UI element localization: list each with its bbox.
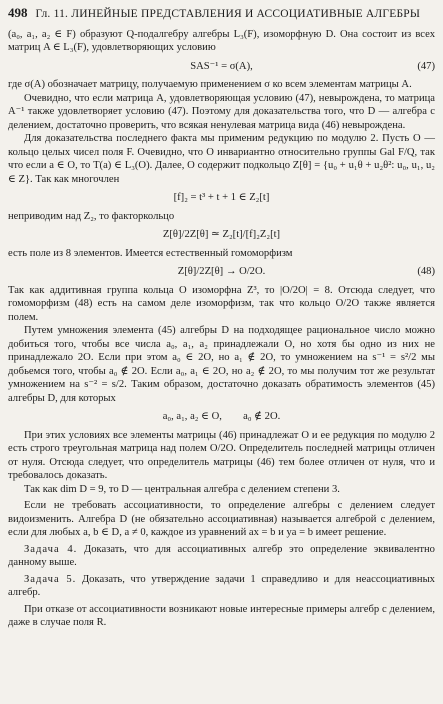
task-5-text: Доказать, что утверждение задачи 1 справедливо и для неассоциативных алгебр.	[8, 573, 435, 598]
equation-47-body: SAS⁻¹ = σ(A),	[190, 60, 253, 72]
equation-48	[8, 265, 435, 279]
equation-quotient	[8, 228, 435, 242]
paragraph-1: (a₀, a₁, a₂ ∈ F) образуют Q-подалгебру алгебры L₃(F), изоморфную D. Она состоит из всех матриц A ∈ L₃(F), удовлетворяющих условию	[8, 28, 435, 53]
equation-conditions	[8, 410, 435, 424]
paragraph-5: неприводим над Z₂, то факторкольцо	[8, 210, 175, 222]
equation-47-number: (47)	[417, 60, 435, 72]
running-head: Гл. 11. ЛИНЕЙНЫЕ ПРЕДСТАВЛЕНИЯ И АССОЦИАТИВНЫЕ АЛГЕБРЫ	[35, 8, 421, 20]
paragraph-8: Путем умножения элемента (45) алгебры D на подходящее рациональное число можно добиться того, чтобы все числа a₀, a₁, a₂ принадлежали O, но хотя бы одно из них не принадлежало 2O. Если при этом a₀ ∈ 2O, но a₁ ∉ 2O, то умножением на s⁻¹ = s²/2 мы добьемся того, чтобы a₀ ∉ 2O. Если a₀, a₁ ∈ 2O, но a₂ ∉ 2O, то мы получим тот же результат умножением на s⁻² = s/2. Таким образом, достаточно доказать обратимость элементов (45) алгебры D, для которых	[8, 325, 435, 404]
equation-quotient-body: Z[θ]/2Z[θ] ≃ Z₂[t]/[f]₂Z₂[t]	[162, 229, 281, 240]
page-number: 498	[8, 5, 28, 20]
paragraph-9: При этих условиях все элементы матрицы (46) принадлежат O и ее редукция по модулю 2 есть строго треугольная матрица над полем O/2O. Определитель последней матрицы отличен от нуля. Отсюда следует, что определитель матрицы (46) тем более отличен от нуля, что и требовалось доказать.	[8, 429, 435, 481]
paragraph-7: Так как аддитивная группа кольца O изоморфна Z³, то |O/2O| = 8. Отсюда следует, что гомоморфизм (48) есть на самом деле изоморфизм, так что кольцо O/2O также является полем.	[8, 284, 435, 323]
paragraph-11: Если не требовать ассоциативности, то определение алгебры с делением следует видоизменить. Алгебра D (не обязательно ассоциативная) называется алгеброй с делением, если для любых a, b ∈ D, a ≠ 0, каждое из уравнений ax = b и ya = b имеет решение.	[8, 500, 435, 538]
paragraph-2: где σ(A) обозначает матрицу, получаемую применением σ ко всем элементам матрицы A.	[8, 79, 412, 90]
task-5	[8, 573, 435, 600]
task-5-title: Задача 5.	[24, 573, 77, 585]
equation-f2-body: [f]₂ = t³ + t + 1 ∈ Z₂[t]	[173, 192, 270, 203]
equation-f2	[8, 191, 435, 205]
equation-47	[8, 60, 435, 74]
task-4-text: Доказать, что для ассоциативных алгебр это определение эквивалентно данному выше.	[8, 543, 435, 568]
paragraph-6: есть поле из 8 элементов. Имеется естественный гомоморфизм	[8, 247, 293, 259]
task-4-title: Задача 4.	[24, 543, 78, 555]
paragraph-10: Так как dim D = 9, то D — центральная алгебра с делением степени 3.	[24, 483, 340, 495]
paragraph-3: Очевидно, что если матрица A, удовлетворяющая условию (47), невырождена, то матрица A⁻¹ также удовлетворяет условию (47). Поэтому для доказательства того, что D — алгебра с делением, достаточно проверить, что всякая ненулевая матрица вида (46) невырождена.	[8, 92, 435, 131]
equation-48-number: (48)	[417, 266, 435, 277]
paragraph-4: Для доказательства последнего факта мы применим редукцию по модулю 2. Пусть O — кольцо целых чисел поля F. Очевидно, что O инвариантно относительно группы Gal F/Q, так что если a ∈ O, то T(a) ∈ L₃(O). Далее, O содержит подкольцо Z[θ] = {u₀ + u₁θ + u₂θ²: u₀, u₁, u₂ ∈ Z}. Так как многочлен	[8, 133, 435, 185]
paragraph-12: При отказе от ассоциативности возникают новые интересные примеры алгебр с делением, даже в случае поля R.	[8, 603, 435, 628]
equation-48-body: Z[θ]/2Z[θ] → O/2O.	[177, 266, 266, 277]
task-4	[8, 543, 435, 570]
page-header	[8, 6, 435, 22]
equation-conditions-body: a₀, a₁, a₂ ∈ O, a₀ ∉ 2O.	[162, 411, 281, 422]
